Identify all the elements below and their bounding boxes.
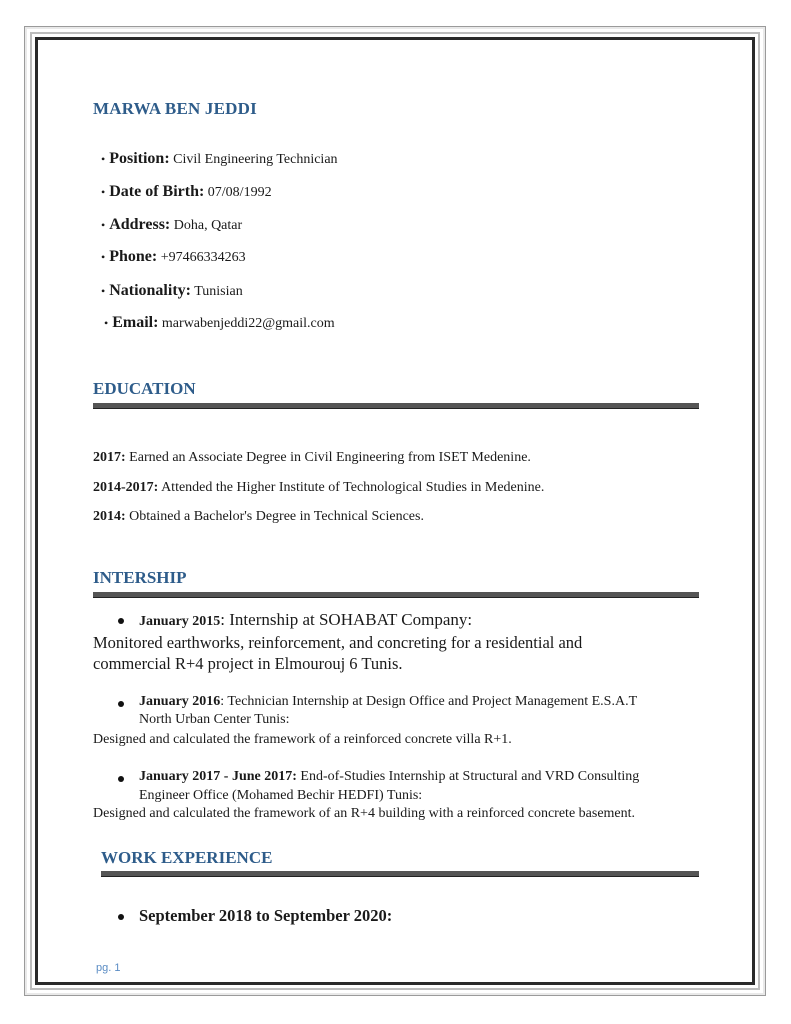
info-label: Position:: [109, 150, 170, 167]
education-text: Obtained a Bachelor's Degree in Technical Sciences.: [129, 509, 424, 524]
internship-date: January 2016: [139, 694, 221, 709]
education-text: Attended the Higher Institute of Technological Studies in Medenine.: [161, 480, 545, 495]
education-item: [93, 480, 544, 496]
info-label: Date of Birth:: [109, 183, 205, 200]
internship-item-header: [139, 694, 637, 710]
internship-item-header: [139, 610, 472, 630]
bullet-dot: [118, 618, 124, 624]
candidate-name: MARWA BEN JEDDI: [93, 99, 257, 118]
page-number: pg. 1: [96, 962, 121, 974]
internship-heading: INTERSHIP: [93, 568, 187, 587]
education-item: [93, 450, 531, 466]
info-value: +97466334263: [160, 250, 246, 265]
info-value: Civil Engineering Technician: [173, 152, 338, 167]
internship-title: End-of-Studies Internship at Structural and VRD Consulting: [296, 769, 640, 784]
internship-title-continued: Engineer Office (Mohamed Bechir HEDFI) Tunis:: [139, 788, 423, 803]
info-label: Address:: [109, 216, 171, 233]
internship-description: commercial R+4 project in Elmourouj 6 Tunis.: [93, 654, 403, 673]
internship-description: Designed and calculated the framework of an R+4 building with a reinforced concrete basement.: [93, 806, 636, 821]
internship-description: Monitored earthworks, reinforcement, and concreting for a residential and: [93, 633, 583, 652]
internship-date: January 2017 - June 2017:: [139, 769, 297, 784]
bullet: •: [101, 152, 106, 166]
info-label: Phone:: [109, 248, 158, 265]
info-nationality: [101, 282, 243, 300]
work-experience-heading: WORK EXPERIENCE: [101, 848, 273, 867]
info-value: Doha, Qatar: [173, 218, 243, 233]
education-year: 2014:: [93, 509, 126, 524]
education-item: [93, 509, 424, 525]
internship-title: : Internship at SOHABAT Company:: [220, 610, 473, 629]
info-address: [101, 216, 242, 234]
bullet: •: [101, 284, 106, 298]
bullet: •: [101, 250, 106, 264]
internship-title-continued: North Urban Center Tunis:: [139, 712, 290, 727]
bullet-dot: [118, 776, 124, 782]
internship-description: Designed and calculated the framework of a reinforced concrete villa R+1.: [93, 732, 512, 747]
education-heading: EDUCATION: [93, 379, 196, 398]
info-label: Nationality:: [109, 282, 191, 299]
work-experience-divider: [101, 871, 699, 877]
info-position: [101, 150, 338, 168]
internship-title: : Technician Internship at Design Office and Project Management E.S.A.T: [220, 694, 638, 709]
education-text: Earned an Associate Degree in Civil Engineering from ISET Medenine.: [129, 450, 531, 465]
info-value: Tunisian: [194, 284, 243, 299]
bullet-dot: [118, 914, 124, 920]
internship-date: January 2015: [139, 614, 221, 629]
info-email: [104, 314, 335, 332]
info-value: marwabenjeddi22@gmail.com: [161, 316, 335, 331]
education-divider: [93, 403, 699, 409]
internship-divider: [93, 592, 699, 598]
education-year: 2017:: [93, 450, 126, 465]
education-year: 2014-2017:: [93, 480, 159, 495]
info-phone: [101, 248, 246, 266]
info-label: Email:: [112, 314, 159, 331]
info-date-of-birth: [101, 183, 272, 201]
internship-item-header: [139, 769, 639, 785]
info-value: 07/08/1992: [207, 185, 272, 200]
bullet-dot: [118, 701, 124, 707]
bullet: •: [101, 185, 106, 199]
bullet: •: [104, 316, 109, 330]
bullet: •: [101, 218, 106, 232]
work-period: September 2018 to September 2020:: [139, 906, 393, 925]
